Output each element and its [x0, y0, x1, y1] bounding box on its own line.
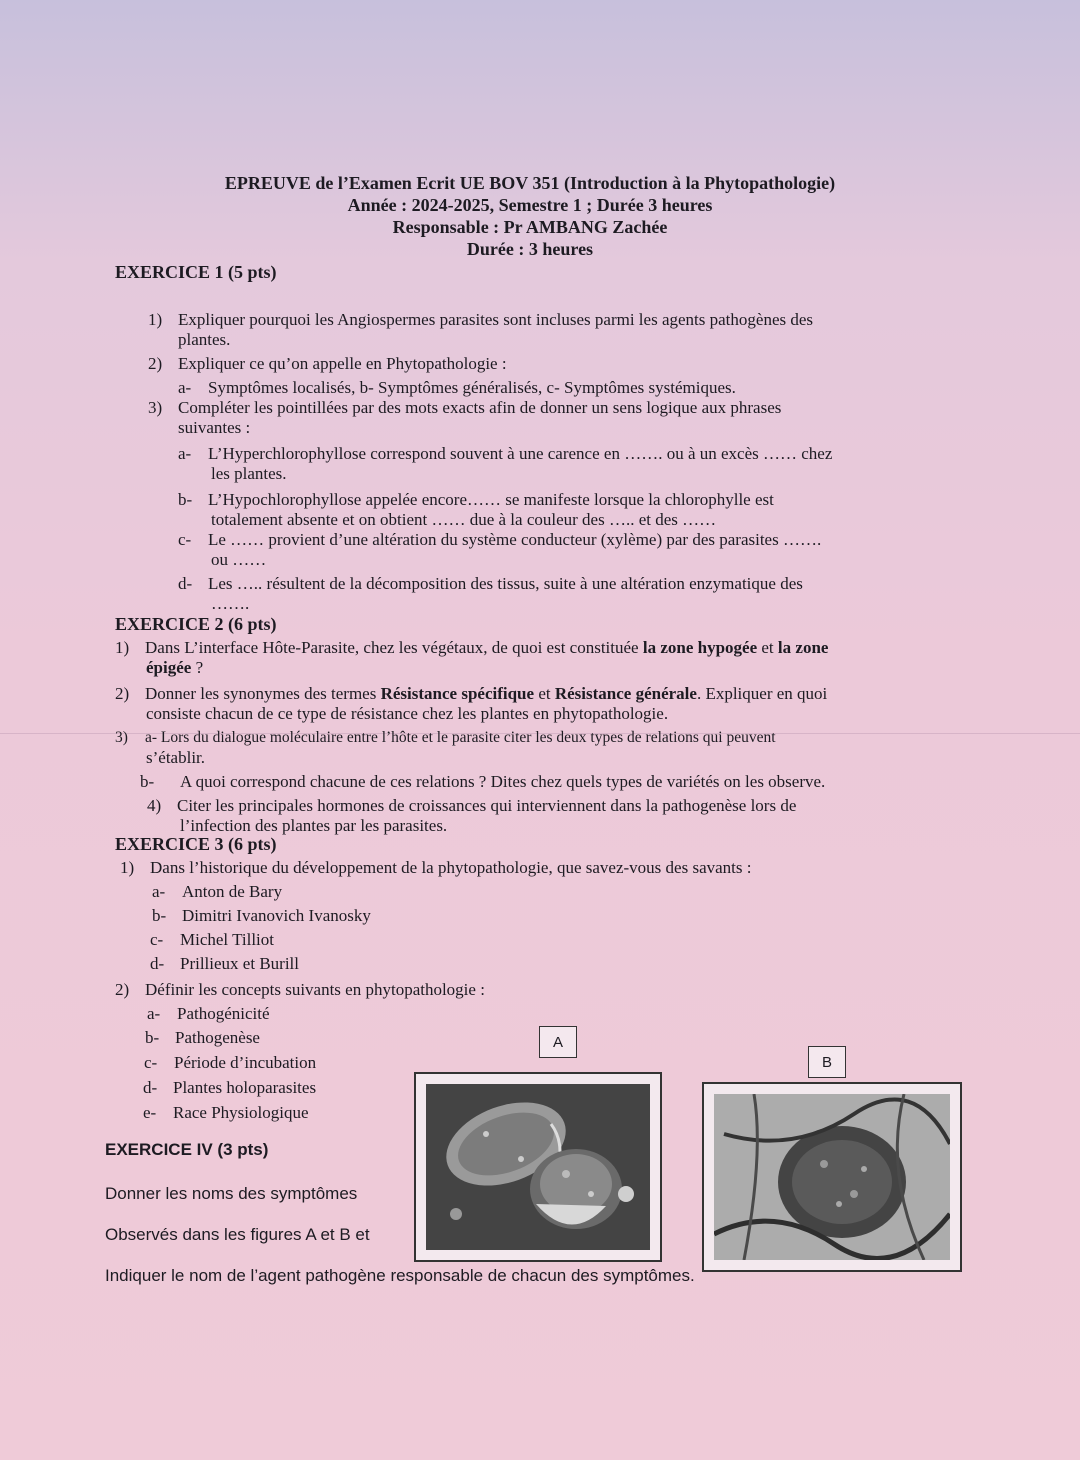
question-text: Expliquer pourquoi les Angiospermes parasites sont incluses parmi les agents pathogènes des: [178, 310, 814, 329]
ex1-q2-items: [178, 378, 736, 398]
item-letter: c-: [150, 930, 164, 949]
question-text: Expliquer ce qu’on appelle en Phytopathologie :: [178, 354, 507, 373]
item-letter: b-: [145, 1028, 160, 1047]
header-duration: Durée : 3 heures: [466, 239, 594, 259]
figure-a-label: A: [539, 1026, 577, 1058]
exercise-4-title: EXERCICE IV (3 pts): [105, 1140, 269, 1159]
ex1-q1: [148, 310, 813, 330]
item-text: Michel Tilliot: [180, 930, 274, 949]
figure-a-photo: [414, 1072, 662, 1262]
header-title: EPREUVE de l’Examen Ecrit UE BOV 351 (Introduction à la Phytopathologie): [224, 173, 836, 193]
ex2-q3: [115, 728, 776, 748]
ex3-concept-a: [147, 1004, 270, 1024]
bold-term: Résistance générale: [554, 684, 697, 703]
ex3-savant-a: [152, 882, 282, 902]
ex1-q3-d: [178, 574, 803, 594]
item-letter: d-: [178, 574, 193, 593]
question-text: . Expliquer en quoi: [696, 684, 828, 703]
ex3-savant-c: [150, 930, 274, 950]
ex2-q4-cont: l’infection des plantes par les parasites.: [180, 816, 448, 835]
ex1-q3-cont: suivantes :: [178, 418, 251, 437]
ex2-q1-cont: [146, 658, 203, 678]
item-text: A quoi correspond chacune de ces relations ? Dites chez quels types de variétés on les observe.: [180, 772, 826, 791]
ex1-q3-a-cont: les plantes.: [211, 464, 287, 483]
item-letter: d-: [150, 954, 165, 973]
item-letter: b-: [178, 490, 193, 509]
figure-b-photo: [702, 1082, 962, 1272]
ex4-line-3: Indiquer le nom de l’agent pathogène responsable de chacun des symptômes.: [105, 1266, 695, 1285]
bold-term: la zone hypogée: [642, 638, 758, 657]
question-text: Dans L’interface Hôte-Parasite, chez les végétaux, de quoi est constituée: [145, 638, 643, 657]
ex4-line-2: Observés dans les figures A et B et: [105, 1225, 370, 1244]
ex2-q1: [115, 638, 828, 658]
question-number: 1): [115, 638, 130, 657]
ex1-q3-b: [178, 490, 774, 510]
ex3-q2: [115, 980, 485, 1000]
ex3-savant-b: [152, 906, 371, 926]
item-text: Les ….. résultent de la décomposition des tissus, suite à une altération enzymatique des: [208, 574, 803, 593]
ex1-q3-a: [178, 444, 832, 464]
ex1-q1-cont: plantes.: [178, 330, 231, 349]
item-letter: d-: [143, 1078, 158, 1097]
question-number: 1): [148, 310, 163, 329]
item-text: Prillieux et Burill: [180, 954, 299, 973]
item-text: Anton de Bary: [182, 882, 283, 901]
plant-disease-photo-b: [714, 1094, 950, 1260]
item-text: Le …… provient d’une altération du système conducteur (xylème) par des parasites …….: [208, 530, 822, 549]
item-text: Période d’incubation: [174, 1053, 317, 1072]
item-letter: a-: [147, 1004, 161, 1023]
ex3-concept-e: [143, 1103, 309, 1123]
question-number: 2): [115, 684, 130, 703]
ex3-concept-d: [143, 1078, 316, 1098]
exercise-2-title: EXERCICE 2 (6 pts): [115, 614, 277, 634]
question-text: Citer les principales hormones de croissances qui interviennent dans la pathogenèse lors de: [177, 796, 797, 815]
ex1-q2: [148, 354, 507, 374]
ex2-q3-cont: s’établir.: [146, 748, 206, 767]
question-number: 4): [147, 796, 162, 815]
item-text: Pathogénicité: [177, 1004, 270, 1023]
ex1-q3-c-cont: ou ……: [211, 550, 267, 569]
ex2-q2-cont: consiste chacun de ce type de résistance chez les plantes en phytopathologie.: [146, 704, 669, 723]
ex2-q4: [147, 796, 796, 816]
ex2-q3b: [140, 772, 825, 792]
exercise-3-title: EXERCICE 3 (6 pts): [115, 834, 277, 854]
question-text: Donner les synonymes des termes: [145, 684, 381, 703]
header-year: Année : 2024-2025, Semestre 1 ; Durée 3 heures: [347, 195, 713, 215]
question-number: 2): [115, 980, 130, 999]
ex1-q3-b-cont: totalement absente et on obtient …… due à la couleur des ….. et des ……: [211, 510, 717, 529]
header-responsible: Responsable : Pr AMBANG Zachée: [392, 217, 668, 237]
plant-disease-photo-a: [426, 1084, 650, 1250]
item-letter: a-: [178, 378, 192, 397]
item-text: Race Physiologique: [173, 1103, 309, 1122]
exam-header: [100, 172, 960, 260]
bold-term: Résistance spécifique: [380, 684, 535, 703]
item-letter: c-: [178, 530, 192, 549]
ex3-concept-b: [145, 1028, 260, 1048]
question-text: Compléter les pointillées par des mots exacts afin de donner un sens logique aux phrases: [178, 398, 782, 417]
ex3-concept-c: [144, 1053, 316, 1073]
ex4-line-1: Donner les noms des symptômes: [105, 1184, 358, 1203]
ex1-q3-d-cont: …….: [211, 594, 250, 613]
question-text: et: [757, 638, 778, 657]
item-letter: a-: [178, 444, 192, 463]
item-text: L’Hypochlorophyllose appelée encore…… se manifeste lorsque la chlorophylle est: [208, 490, 774, 509]
item-letter: b-: [152, 906, 167, 925]
figure-b-label: B: [808, 1046, 846, 1078]
ex1-q3: [148, 398, 781, 418]
question-text: a- Lors du dialogue moléculaire entre l’hôte et le parasite citer les deux types de relations qui peuvent: [145, 729, 776, 746]
question-text: Dans l’historique du développement de la phytopathologie, que savez-vous des savants :: [150, 858, 752, 877]
question-number: 3): [148, 398, 163, 417]
item-letter: e-: [143, 1103, 157, 1122]
item-text: Plantes holoparasites: [173, 1078, 317, 1097]
question-number: 2): [148, 354, 163, 373]
item-letter: b-: [140, 772, 155, 791]
item-text: Pathogenèse: [175, 1028, 260, 1047]
item-text: Dimitri Ivanovich Ivanosky: [182, 906, 371, 925]
ex2-q2: [115, 684, 827, 704]
question-text: Définir les concepts suivants en phytopathologie :: [145, 980, 485, 999]
question-number: 3): [115, 729, 128, 746]
exercise-1-title: EXERCICE 1 (5 pts): [115, 262, 277, 282]
question-text: et: [534, 684, 555, 703]
question-number: 1): [120, 858, 135, 877]
ex3-q1: [120, 858, 751, 878]
bold-term: épigée: [146, 658, 192, 677]
question-text: ?: [191, 658, 204, 677]
item-text: Symptômes localisés, b- Symptômes généralisés, c- Symptômes systémiques.: [208, 378, 736, 397]
item-letter: a-: [152, 882, 166, 901]
item-text: L’Hyperchlorophyllose correspond souvent à une carence en ……. ou à un excès …… chez: [208, 444, 833, 463]
bold-term: la zone: [777, 638, 829, 657]
ex1-q3-c: [178, 530, 821, 550]
item-letter: c-: [144, 1053, 158, 1072]
ex3-savant-d: [150, 954, 299, 974]
